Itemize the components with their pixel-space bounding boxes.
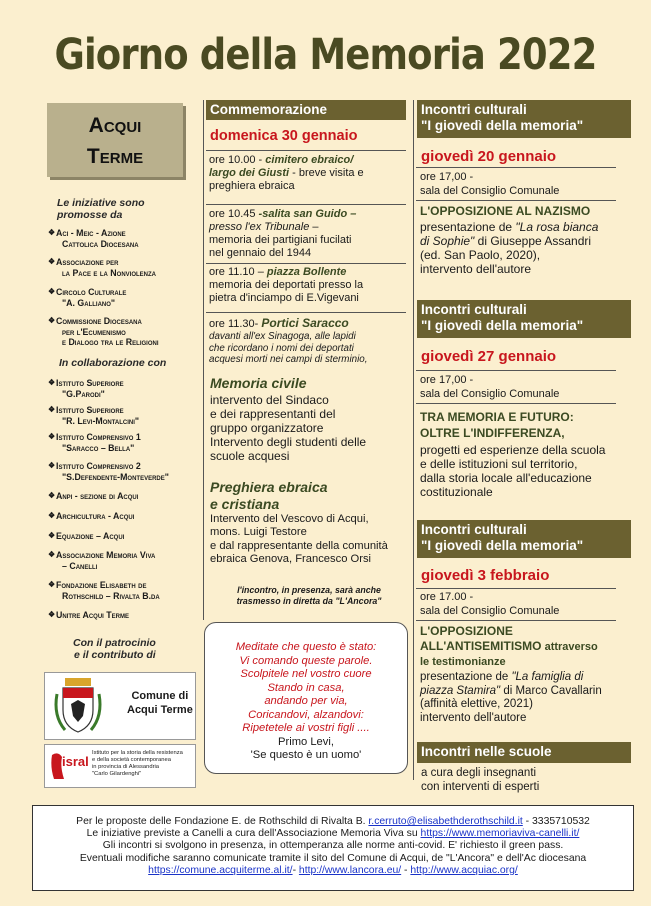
incontri-scuole-header: Incontri nelle scuole: [417, 742, 631, 763]
list-item-line: Istituto Superiore: [56, 405, 124, 415]
incontri-header-2: [417, 300, 631, 338]
list-item-line: Associazione Memoria Viva: [56, 550, 156, 560]
d3-place: sala del Consiglio Comunale: [420, 605, 560, 617]
acqui-line2: Terme: [86, 145, 144, 168]
event-4-place: Portici Saracco: [261, 316, 349, 330]
d2-title1: TRA MEMORIA E FUTURO:: [420, 410, 574, 424]
incontri-header-3: [417, 520, 631, 558]
acqui-terme-box: [47, 103, 183, 177]
scuole-line1: a cura degli insegnanti: [421, 767, 537, 779]
event-4-desc3: acquesi morti nei campi di sterminio,: [209, 354, 368, 365]
incontri-header-3-line2: "I giovedì della memoria": [421, 538, 584, 553]
incontri-header-2-line1: Incontri culturali: [421, 302, 527, 317]
bullet-icon: ❖: [48, 511, 56, 520]
scuole-details: [421, 766, 539, 794]
bullet-icon: ❖: [48, 405, 56, 414]
incontri-header-1-line2: "I giovedì della memoria": [421, 118, 584, 133]
list-item-line: Anpi - sezione di Acqui: [56, 491, 139, 501]
d1-place: sala del Consiglio Comunale: [420, 185, 560, 197]
isral-logo-box: [44, 744, 196, 788]
bullet-icon: ❖: [48, 610, 56, 619]
broadcast-note-1: l'incontro, in presenza, sarà anche: [237, 585, 381, 595]
event-3: [209, 266, 409, 305]
footer-line2: [33, 828, 633, 840]
isral-text-line: Istituto per la storia della resistenza: [92, 750, 183, 756]
poem-lines: [205, 641, 407, 736]
divider: [416, 200, 616, 201]
bullet-icon: ❖: [48, 531, 56, 540]
memoria-civile-title: Memoria civile: [210, 375, 307, 391]
d3-int: intervento dell'autore: [420, 711, 527, 724]
promoter-item: [48, 287, 127, 308]
d1-int: intervento dell'autore: [420, 262, 532, 276]
preghiera-lines-line: Intervento del Vescovo di Acqui,: [210, 513, 369, 525]
promoter-item: [48, 228, 139, 249]
partner-item: [48, 511, 135, 522]
incontri-header-2-line2: "I giovedì della memoria": [421, 318, 584, 333]
comune-link[interactable]: https://comune.acquiterme.al.it/: [148, 864, 293, 876]
civile-lines-line: intervento del Sindaco: [210, 393, 329, 407]
partner-item: [48, 461, 169, 482]
comune-line1: Comune di: [131, 690, 189, 702]
memoriaviva-link[interactable]: https://www.memoriaviva-canelli.it/: [420, 828, 580, 840]
d1-book: "La rosa bianca: [515, 220, 599, 234]
d1-title: L'OPPOSIZIONE AL NAZISMO: [420, 204, 591, 218]
event-4: [209, 317, 409, 366]
d3-title2b: attraverso: [541, 641, 598, 653]
bullet-icon: ❖: [48, 491, 56, 500]
list-item-line: Istituto Superiore: [56, 378, 124, 388]
d2-lines-line: e delle istituzioni sul territorio,: [420, 457, 578, 471]
list-item-line: Rothschild – Rivalta B.da: [62, 590, 160, 601]
event-2-place2: presso l'ex Tribunale: [209, 221, 310, 233]
footer-sep2: -: [401, 864, 411, 876]
footer-l2-text: Le iniziative previste a Canelli a cura dell'Associazione Memoria Viva su: [86, 828, 421, 840]
event-1-time: ore 10.00 -: [209, 154, 263, 166]
list-item-line: Aci - Meic - Azione: [56, 228, 126, 238]
isral-text-line: "Carlo Gilardenghi": [92, 771, 142, 777]
event-1-place2: largo dei Giusti: [209, 167, 290, 179]
d3-title: [420, 624, 598, 670]
poem-lines-line: andando per via,: [264, 695, 348, 707]
date-20-gennaio: giovedì 20 gennaio: [421, 148, 557, 165]
partner-item: [48, 580, 160, 601]
event-4-desc: davanti all'ex Sinagoga, alle lapidi: [209, 331, 356, 342]
event-1-desc2: preghiera ebraica: [209, 180, 295, 192]
list-item-line: "Saracco – Bella": [62, 442, 135, 453]
isral-text-line: in provincia di Alessandria: [92, 764, 160, 770]
event-3-desc2: pietra d'inciampo di E.Vigevani: [209, 292, 359, 304]
footer-sep1: -: [292, 864, 299, 876]
divider: [206, 204, 406, 205]
promoter-item: [48, 257, 156, 278]
isral-logo-text: isral: [62, 754, 89, 769]
list-item-line: la Pace e la Nonviolenza: [62, 267, 156, 278]
incontri-header-1-line1: Incontri culturali: [421, 102, 527, 117]
partner-item: [48, 432, 141, 453]
poem-lines-line: Ripetetele ai vostri figli ....: [242, 722, 370, 734]
partner-item: [48, 531, 125, 542]
list-item-line: Fondazione Elisabeth de: [56, 580, 147, 590]
d3-ed: (affinità elettive, 2021): [420, 698, 533, 710]
d3-book: "La famiglia di: [511, 671, 584, 683]
incontri-header-1: [417, 100, 631, 138]
bullet-icon: ❖: [48, 287, 56, 296]
divider: [416, 167, 616, 168]
footer-line3: Gli incontri si svolgono in presenza, in ottemperanza alle norme anti-covid. E' richiesto il green pass.: [102, 840, 564, 852]
list-item-line: per l'Ecumenismo: [62, 326, 126, 337]
poem-lines-line: Scolpitele nel vostro cuore: [240, 668, 372, 680]
d3-pres: presentazione de: [420, 671, 512, 683]
commemorazione-header: Commemorazione: [206, 100, 406, 120]
promoters-heading: Le iniziative sono promosse da: [57, 197, 145, 221]
event-3-time: ore 11.10 –: [209, 266, 264, 278]
event-3-desc: memoria dei deportati presso la: [209, 279, 364, 291]
event-1-place: cimitero ebraico/: [265, 154, 354, 166]
partner-item: [48, 491, 139, 502]
list-item-line: "A. Galliano": [62, 297, 116, 308]
list-item-line: Istituto Comprensivo 1: [56, 432, 141, 442]
d3-time: ore 17.00 -: [420, 591, 474, 603]
d3-title2a: ALL'ANTISEMITISMO: [420, 639, 542, 653]
divider: [416, 588, 616, 589]
bullet-icon: ❖: [48, 228, 56, 237]
isral-text-line: e della società contemporanea: [92, 757, 171, 763]
memoria-civile-text: [210, 393, 410, 463]
event-4-desc2: che ricordano i nomi dei deportati: [209, 342, 354, 354]
poem-author: Primo Levi,: [278, 735, 334, 748]
middle-divider: [203, 100, 204, 620]
list-item-line: Cattolica Diocesana: [62, 238, 139, 249]
bullet-icon: ❖: [48, 432, 56, 441]
civile-lines-line: Intervento degli studenti delle: [210, 435, 367, 449]
partner-item: [48, 550, 156, 571]
list-item-line: Unitre Acqui Terme: [56, 610, 129, 620]
list-item-line: Archicultura - Acqui: [56, 511, 135, 521]
bullet-icon: ❖: [48, 550, 56, 559]
divider: [416, 403, 616, 404]
d2-place: sala del Consiglio Comunale: [420, 388, 560, 400]
civile-lines-line: e dei rappresentanti del: [210, 407, 336, 421]
preghiera-title-2: e cristiana: [210, 496, 280, 512]
list-item-line: "R. Levi-Montalcini": [62, 415, 140, 426]
d2-lines-line: costituzionale: [420, 485, 493, 499]
divider: [416, 370, 616, 371]
d1-author: di Giuseppe Assandri: [474, 234, 592, 248]
list-item-line: e Dialogo tra le Religioni: [62, 337, 159, 347]
comune-crest-icon: [51, 676, 105, 736]
preghiera-lines-line: ebraica Genova, Francesco Orsi: [210, 552, 372, 565]
partner-item: [48, 378, 124, 399]
preghiera-text: [210, 513, 410, 566]
isral-text: [92, 750, 183, 778]
poem-lines-line: Meditate che questo è stato:: [235, 641, 377, 653]
footer-line5: [33, 865, 633, 877]
event-2-dash: –: [309, 221, 319, 233]
bullet-icon: ❖: [48, 580, 56, 589]
civile-lines-line: scuole acquesi: [210, 449, 290, 463]
broadcast-note-2: trasmesso in diretta da "L'Ancora": [236, 595, 382, 606]
event-2-desc2: nel gennaio del 1944: [209, 247, 312, 259]
d1-time: ore 17,00 -: [420, 171, 474, 183]
footer-line1: [33, 816, 633, 828]
event-2-desc: memoria dei partigiani fucilati: [209, 234, 352, 246]
list-item-line: Istituto Comprensivo 2: [56, 461, 141, 471]
commemorazione-date: domenica 30 gennaio: [210, 128, 358, 144]
d2-time: ore 17,00 -: [420, 374, 474, 386]
rothschild-email-link[interactable]: r.cerruto@elisabethderothschild.it: [368, 816, 523, 827]
date-3-febbraio: giovedì 3 febbraio: [421, 567, 550, 584]
footer-l1-text: Per le proposte delle Fondazione E. de Rothschild di Rivalta B.: [76, 816, 369, 827]
partner-item: [48, 610, 129, 621]
collab-heading: In collaborazione con: [59, 357, 167, 369]
d1-ed: (ed. San Paolo, 2020),: [420, 248, 541, 262]
event-2-place: -salita san Guido –: [258, 208, 357, 220]
d3-title1: L'OPPOSIZIONE: [420, 624, 513, 638]
event-1: [209, 154, 409, 193]
date-27-gennaio: giovedì 27 gennaio: [421, 348, 557, 365]
poem-lines-line: Coricandovi, alzandovi:: [248, 708, 364, 721]
footer-box: [32, 805, 634, 891]
comune-logo-box: [44, 672, 196, 740]
d2-details: [420, 443, 635, 499]
lancora-link[interactable]: http://www.lancora.eu/: [298, 864, 402, 876]
event-3-place: piazza Bollente: [266, 266, 347, 278]
bullet-icon: ❖: [48, 316, 56, 325]
list-item-line: Equazione – Acqui: [56, 531, 125, 541]
page-title: Giorno della Memoria 2022: [54, 30, 597, 80]
acquiac-link[interactable]: http://www.acquiac.org/: [410, 864, 518, 876]
d3-details: [420, 671, 635, 725]
primo-levi-poem: [204, 622, 408, 774]
bullet-icon: ❖: [48, 257, 56, 266]
d2-lines-line: dalla storia locale all'educazione: [420, 471, 592, 485]
list-item-line: "S.Defendente-Monteverde": [62, 471, 169, 482]
poem-lines-line: Stando in casa,: [267, 681, 345, 694]
list-item-line: Commissione Diocesana: [56, 316, 142, 326]
right-divider: [413, 100, 414, 780]
footer-l1-phone: - 3335710532: [522, 816, 590, 827]
footer-line4: Eventuali modifiche saranno comunicate tramite il sito del Comune di Acqui, de "L'Ancora" e dell'Ac diocesana: [79, 852, 587, 864]
list-item-line: Associazione per: [56, 257, 119, 267]
civile-lines-line: gruppo organizzatore: [210, 421, 324, 435]
d2-lines-line: progetti ed esperienze della scuola: [420, 443, 606, 457]
event-2: [209, 208, 409, 260]
event-4-time: ore 11.30-: [209, 318, 259, 330]
list-item-line: "G.Parodi": [62, 388, 105, 399]
preghiera-lines-line: e dal rappresentante della comunità: [210, 539, 388, 552]
partner-item: [48, 405, 140, 426]
divider: [206, 312, 406, 313]
divider: [206, 263, 406, 264]
bullet-icon: ❖: [48, 461, 56, 470]
d3-title3: le testimonianze: [420, 656, 506, 668]
preghiera-title-1: Preghiera ebraica: [210, 479, 328, 495]
bullet-icon: ❖: [48, 378, 56, 387]
d3-book2: piazza Stamira": [420, 684, 501, 697]
poem-lines-line: Vi comando queste parole.: [239, 654, 373, 667]
preghiera-lines-line: mons. Luigi Testore: [210, 526, 307, 539]
patrocinio-heading: Con il patrocinio e il contributo di: [73, 637, 156, 661]
d2-title: [420, 409, 574, 441]
d2-title2: OLTRE L'INDIFFERENZA,: [420, 426, 565, 440]
divider: [206, 150, 406, 151]
event-1-desc: - breve visita e: [292, 167, 364, 179]
d1-details: [420, 220, 635, 276]
scuole-line2: con interventi di esperti: [421, 781, 540, 793]
list-item-line: Circolo Culturale: [56, 287, 127, 297]
comune-line2: Acqui Terme: [127, 704, 193, 716]
divider: [416, 620, 616, 621]
d1-book2: di Sophie": [420, 234, 475, 248]
broadcast-note: [210, 585, 408, 606]
d3-author: di Marco Cavallarin: [500, 684, 602, 697]
d1-pres: presentazione de: [420, 220, 516, 234]
acqui-line1: Acqui: [88, 114, 142, 137]
poem-work: 'Se questo è un uomo': [250, 749, 362, 761]
event-2-time: ore 10.45: [209, 208, 256, 220]
preghiera-title: [210, 479, 328, 513]
incontri-header-3-line1: Incontri culturali: [421, 522, 527, 537]
promoter-item: [48, 316, 159, 348]
list-item-line: – Canelli: [62, 560, 98, 571]
